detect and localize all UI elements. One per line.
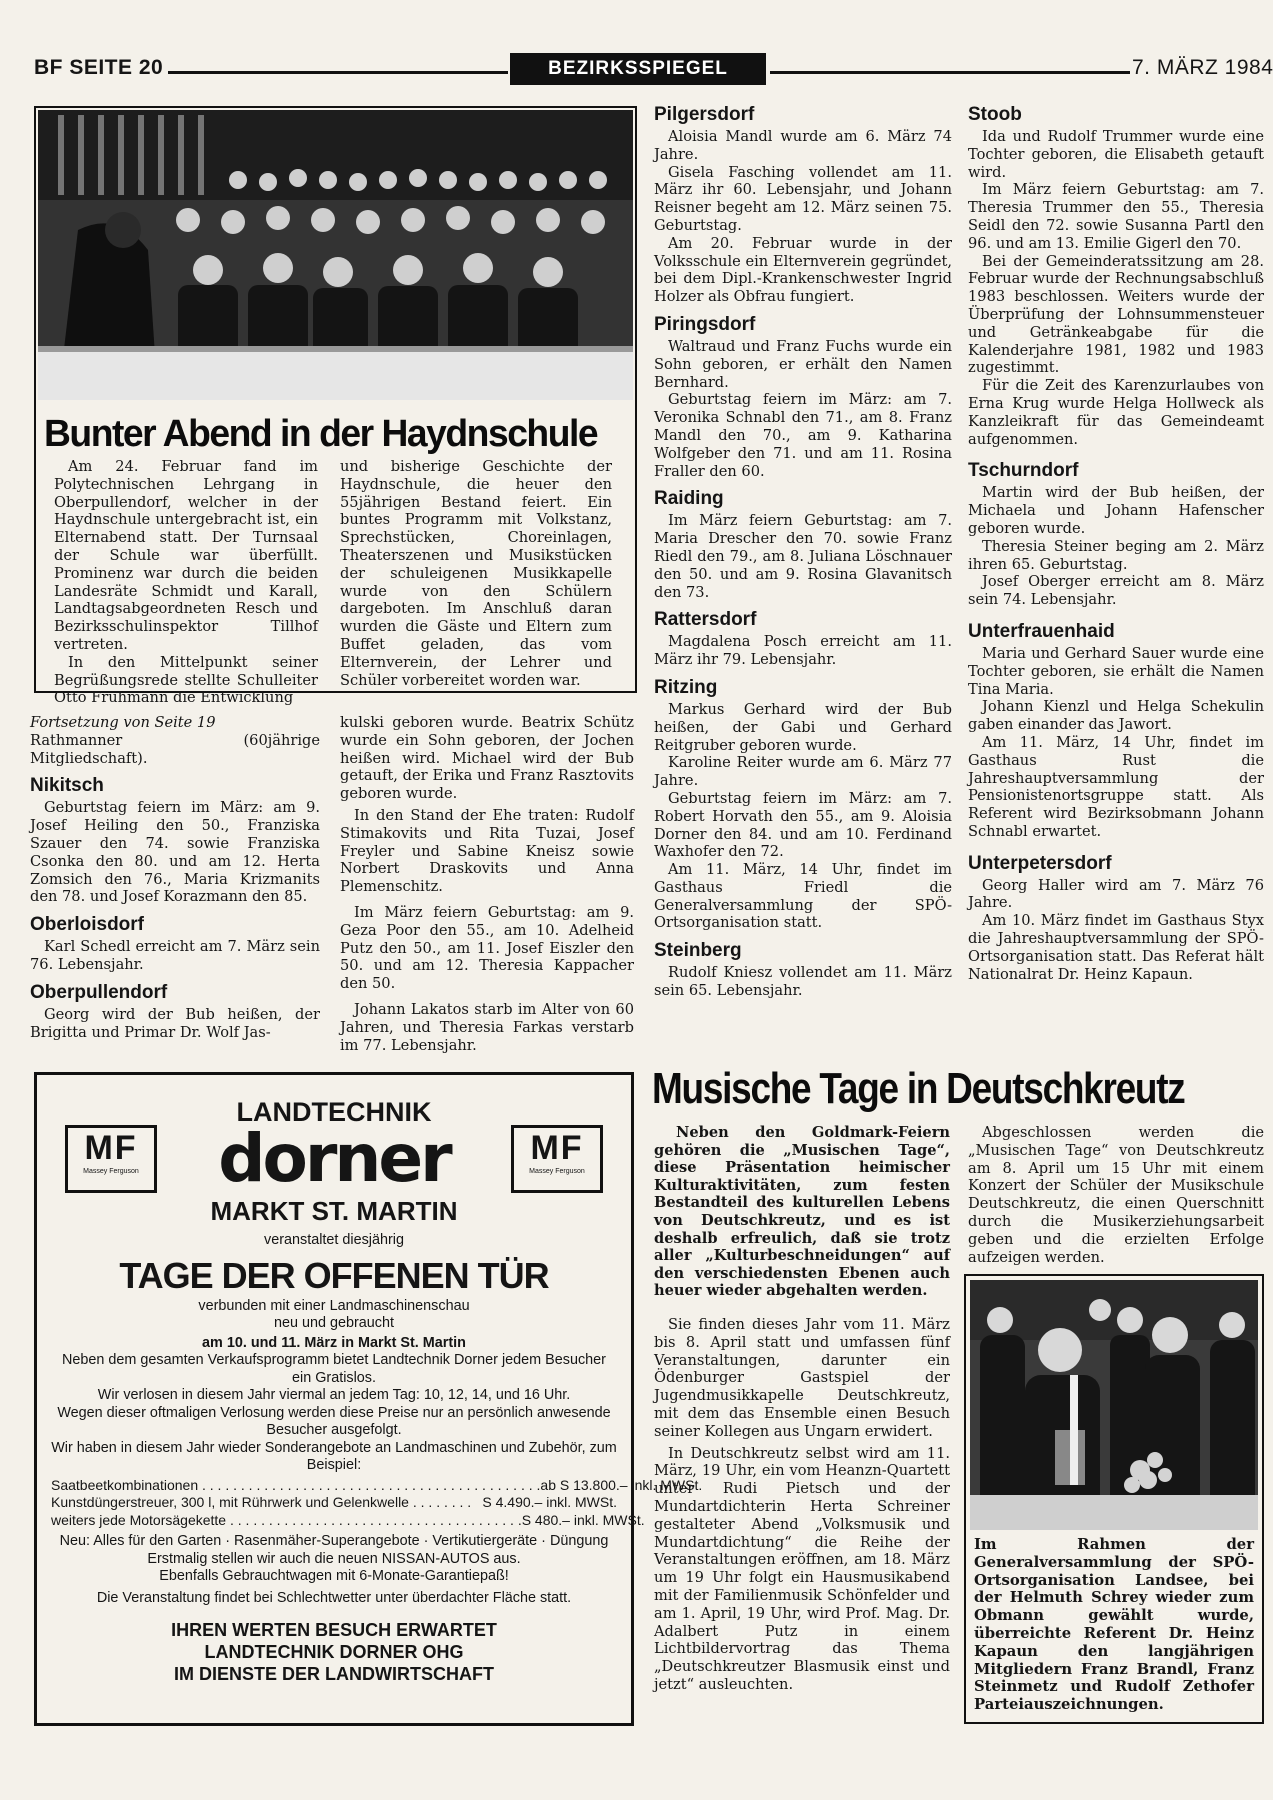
article-paragraph: Abgeschlossen werden die „Musischen Tage“ von Deutschkreutz am 8. April um 15 Uhr mit einem Konzert der Schüler der Musikschule Deutschkreutz, die einen Querschnitt durch die Musikerziehungsarbeit geben und die erzielten Erfolge aufzeigen werden.: [968, 1124, 1264, 1266]
musische-title: Musische Tage in Deutschkreutz: [652, 1064, 1185, 1113]
header-rule-right: [770, 71, 1130, 74]
town-heading: Piringsdorf: [654, 313, 756, 335]
town-heading: Pilgersdorf: [654, 104, 755, 125]
ad-company: LANDTECHNIK: [236, 1097, 432, 1127]
price-row: Kunstdüngerstreuer, 300 l, mit Rührwerk und Gelenkwelle . . . . . . . . S 4.490.– inkl. MWSt.: [51, 1494, 617, 1510]
news-text: Geburtstag feiern im März: am 9. Josef Heiling den 50., Franziska Szauer den 74. sowie Franziska Csonka den 80. und am 12. Herta Zomsich den 76., Maria Krizmanits den 78. und Josef Korazmann den 85.: [30, 799, 320, 906]
page-date: 7. MÄRZ 1984: [1132, 56, 1273, 79]
town-heading: Steinberg: [654, 940, 742, 962]
ad-text: Wir verlosen in diesem Jahr viermal an jedem Tag: 10, 12, 14, und 16 Uhr.: [97, 1387, 571, 1403]
feature-col-2: [340, 458, 612, 689]
audience-illustration: [38, 110, 633, 400]
news-text: In den Stand der Ehe traten: Rudolf Stimakovits und Rita Tuzai, Josef Freyler und Sabine Kneisz sowie Norbert Draskovits und Anna Plemenschitz.: [340, 806, 634, 896]
news-column-3: [654, 104, 952, 1000]
news-text: Rudolf Kniesz vollendet am 11. März sein 65. Lebensjahr.: [654, 964, 952, 1000]
article-paragraph: In Deutschkreutz selbst wird am 11. März, 19 Uhr, ein vom Heanzn-Quartett unter Rudi Pietsch und der Mundartdichterin Herta Schreiner gestalteter Abend „Volksmusik und Mundartdichtung“ die Reihe der Veranstaltungen eröffnen, am 18. März um 19 Uhr folgt ein Hausmusikabend mit der Familienmusik Schönfelder und am 1. April, 19 Uhr, wird Prof. Mag. Dr. Adalbert Putz in einem Lichtbildervortrag das Thema „Deutschkreutzer Blasmusik einst und jetzt“ ausleuchten.: [654, 1444, 950, 1693]
news-text: Ida und Rudolf Trummer wurde eine Tochter geboren, die Elisabeth getauft wird.: [968, 128, 1264, 181]
news-text: kulski geboren wurde. Beatrix Schütz wurde ein Sohn geboren, der Jochen heißen wird. Michael wird der Bub getauft, der Erika und Franz Rasztovits geboren wurde.: [340, 714, 634, 803]
price-row: weiters jede Motorsägekette . . . . . . . . . . . . . . . . . . . . . . . . . . . . . . . . . . . . . . S 480.– inkl. MWSt.: [51, 1511, 645, 1528]
ad-text: Neu: Alles für den Garten · Rasenmäher-Superangebote · Vertikutiergeräte · Düngung: [59, 1533, 609, 1549]
news-text: Für die Zeit des Karenzurlaubes von Erna Krug wurde Helga Hollweck als Kanzleikraft für das Gemeindeamt aufgenommen.: [968, 377, 1264, 448]
ad-price-list: [51, 1476, 703, 1530]
ad-place: MARKT ST. MARTIN: [210, 1196, 458, 1226]
award-ceremony-photo: [970, 1280, 1258, 1530]
ad-brand-logo: dorner: [218, 1120, 450, 1197]
ceremony-illustration: [970, 1280, 1258, 1530]
musische-body: [654, 1316, 950, 1694]
news-text: Am 11. März, 14 Uhr, findet im Gasthaus Rust die Jahreshauptversammlung der Pensionistenortsgruppe statt. Als Referent wird Bezirksobmann Johann Schnabl erwartet.: [968, 733, 1264, 840]
feature-paragraph: In den Mittelpunkt seiner Begrüßungsrede stellte Schulleiter Otto Fruhmann die Entwicklung: [54, 653, 318, 707]
ad-closing: [37, 1619, 631, 1685]
feature-box: [34, 106, 637, 707]
ad-text: veranstaltet diesjährig: [264, 1232, 404, 1248]
town-heading: Unterfrauenhaid: [968, 620, 1115, 642]
ad-dates: am 10. und 11. März in Markt St. Martin: [202, 1334, 466, 1351]
caption-text: Im Rahmen der Generalversammlung der SPÖ-Ortsorganisation Landsee, bei der Helmuth Schrey wieder zum Obmann gewählt wurde, überreichte Referent Dr. Heinz Kapaun den langjährigen Mitgliedern Franz Brandl, Franz Steinmetz und Rudolf Zethofer Parteiauszeichnungen.: [974, 1536, 1254, 1714]
ad-text: Erstmalig stellen wir auch die neuen NISSAN-AUTOS aus.: [147, 1550, 521, 1567]
page-label: BF SEITE 20: [34, 56, 164, 79]
news-text: Georg Haller wird am 7. März 76 Jahre.: [968, 876, 1264, 912]
town-heading: Stoob: [968, 104, 1022, 125]
musische-right: [968, 1124, 1264, 1266]
feature-paragraph: Am 24. Februar fand im Polytechnischen Lehrgang in Oberpullendorf, welcher in der Haydnschule untergebracht ist, ein Elternabend statt. Der Turnsaal der Schule war überfüllt. Prominenz war durch die beiden Landesräte Schmidt und Karall, Landtagsabgeordneten Resch und Bezirksschulinspektor Tillhof vertreten.: [54, 458, 318, 653]
news-text: Am 10. März findet im Gasthaus Styx die Jahreshauptversammlung der SPÖ-Ortsorganisation statt. Das Referat hält Nationalrat Dr. Heinz Kapaun.: [968, 912, 1264, 983]
feature-paragraph: und bisherige Geschichte der Haydnschule, die heuer den 55jährigen Bestand feiert. Ein buntes Programm mit Volkstanz, Sprechstücken, Choreinlagen, Theaterszenen und Musikstücken der schuleigenen Musikkapelle wurde von den Schülern dargeboten. Im Anschluß daran wurden die Gäste und Eltern zum Buffet geladen, das vom Elternverein, der Lehrer und Schüler vorbereitet worden war.: [340, 458, 612, 689]
news-text: Im März feiern Geburtstag: am 7. Maria Drescher den 70. sowie Franz Riedl den 79., am 8. Juliana Löschnauer den 50. und am 9. Rosina Glavanitsch den 73.: [654, 512, 952, 601]
news-text: Maria und Gerhard Sauer wurde eine Tochter geboren, sie erhält die Namen Tina Maria.: [968, 644, 1264, 698]
left-news-column: [30, 714, 320, 1041]
news-text: Johann Kienzl und Helga Schekulin gaben einander das Jawort.: [968, 698, 1264, 734]
section-badge: [510, 53, 766, 85]
ad-text: Neben dem gesamten Verkaufsprogramm bietet Landtechnik Dorner jedem Besucher ein Gratislos.: [62, 1352, 606, 1386]
news-text: Am 11. März, 14 Uhr, findet im Gasthaus Friedl die Generalversammlung der SPÖ-Ortsorganisation statt.: [654, 861, 952, 932]
header-rule-left: [168, 71, 508, 74]
town-heading: Oberpullendorf: [30, 981, 168, 1003]
ad-text: Wir haben in diesem Jahr wieder Sonderangebote an Landmaschinen und Zubehör, zum Beispiel:: [51, 1439, 617, 1473]
news-text: Josef Oberger erreicht am 8. März sein 74. Lebensjahr.: [968, 573, 1264, 609]
article-paragraph: Sie finden dieses Jahr vom 11. März bis 8. April statt und umfassen fünf Veranstaltungen, darunter ein Ödenburger Gastspiel der Jugendmusikkapelle Deutschkreutz, mit dem das Ensemble einen Besuch seiner Kollegen aus Ungarn erwidert.: [654, 1316, 950, 1440]
ad-event-title: TAGE DER OFFENEN TÜR: [119, 1254, 549, 1296]
news-text: Geburtstag feiern im März: am 7. Robert Horvath den 55., am 9. Aloisia Dorner den 84. und am 10. Ferdinand Waxhofer den 72.: [654, 789, 952, 861]
town-heading: Ritzing: [654, 676, 718, 698]
ad-closing-line: LANDTECHNIK DORNER OHG: [204, 1642, 464, 1662]
town-heading: Rattersdorf: [654, 609, 757, 631]
news-text: Waltraud und Franz Fuchs wurde ein Sohn geboren, er erhält den Namen Bernhard.: [654, 337, 952, 391]
ad-text: verbunden mit einer Landmaschinenschau: [198, 1297, 470, 1314]
landsee-photo-box: [964, 1274, 1264, 1724]
photo-caption: [974, 1536, 1254, 1714]
ad-text: Wegen dieser oftmaligen Verlosung werden diese Preise nur an persönlich anwesende Besucher ausgefolgt.: [57, 1404, 611, 1438]
news-text: Martin wird der Bub heißen, der Michaela und Johann Hafenscher geboren wurde.: [968, 484, 1264, 537]
town-heading: Unterpetersdorf: [968, 852, 1112, 874]
mf-logo-left: MF Massey Ferguson: [65, 1125, 157, 1193]
news-text: Karoline Reiter wurde am 6. März 77 Jahre.: [654, 754, 952, 790]
ad-closing-line: IHREN WERTEN BESUCH ERWARTET: [171, 1620, 497, 1640]
news-text: Rathmanner (60jährige Mitgliedschaft).: [30, 731, 320, 767]
news-text: Theresia Steiner beging am 2. März ihren 65. Geburtstag.: [968, 537, 1264, 573]
mf-logo-right: MF Massey Ferguson: [511, 1125, 603, 1193]
news-text: Markus Gerhard wird der Bub heißen, der Gabi und Gerhard Reitgruber geboren wurde.: [654, 700, 952, 754]
news-text: Im März feiern Geburtstag: am 7. Theresia Trummer den 55., Theresia Seidl den 72. sowie Susanna Partl den 96. und am 13. Emilie Gigerl den 70.: [968, 181, 1264, 252]
ad-closing-line: IM DIENSTE DER LANDWIRTSCHAFT: [174, 1664, 494, 1684]
section-title: BEZIRKSSPIEGEL: [548, 58, 728, 79]
town-heading: Nikitsch: [30, 775, 104, 797]
news-text: Am 20. Februar wurde in der Volksschule ein Elternverein gegründet, bei dem Dipl.-Krankenschwester Ingrid Holzer als Obfrau fungiert.: [654, 234, 952, 306]
news-text: Gisela Fasching vollendet am 11. März ihr 60. Lebensjahr, und Johann Reisner begeht am 12. März seinen 75. Geburtstag.: [654, 163, 952, 234]
feature-col-1: [54, 458, 318, 707]
news-text: Bei der Gemeinderatssitzung am 28. Februar wurde der Rechnungsabschluß 1983 beschlossen. Weiters wurde der Überprüfung der Lohnsummensteuer und Getränkeabgabe für die Kalenderjahre 1981, 1982 und 1983 zugestimmt.: [968, 252, 1264, 377]
concert-audience-photo: [38, 110, 633, 400]
town-heading: Raiding: [654, 488, 724, 510]
news-text: Geburtstag feiern im März: am 7. Veronika Schnabl den 71., am 8. Franz Mandl den 70., am 9. Katharina Wolfgeber den 71. und am 11. Rosina Fraller den 60.: [654, 391, 952, 480]
continued-note: Fortsetzung von Seite 19: [30, 714, 216, 731]
town-heading: Tschurndorf: [968, 460, 1079, 482]
dorner-advertisement: [34, 1072, 703, 1726]
musische-lead: [654, 1124, 950, 1300]
news-column-4: [968, 104, 1264, 983]
ad-text: Die Veranstaltung findet bei Schlechtwetter unter überdachter Fläche statt.: [96, 1589, 572, 1606]
lead-paragraph: Neben den Goldmark-Feiern gehören die „Musischen Tage“, diese Präsentation heimischer Kulturaktivitäten, zum festen Bestandteil des kulturellen Lebens von Deutschkreutz, und es ist deshalb erfreulich, daß sie trotz aller „Kulturbeschneidungen“ auf den verschiedensten Ebenen auch heuer wieder abgehalten werden.: [654, 1124, 950, 1300]
news-text: Karl Schedl erreicht am 7. März sein 76. Lebensjahr.: [30, 938, 320, 973]
news-text: Johann Lakatos starb im Alter von 60 Jahren, und Theresia Farkas verstarb im 77. Lebensjahr.: [340, 1000, 634, 1054]
price-row: Saatbeetkombinationen . . . . . . . . . . . . . . . . . . . . . . . . . . . . . . . . . . . . . . . . . . . . ab S 13.800.– inkl. MWSt.: [51, 1476, 703, 1493]
feature-title: Bunter Abend in der Haydnschule: [44, 413, 598, 455]
news-text: Im März feiern Geburtstag: am 9. Geza Poor den 55., am 10. Adelheid Putz den 50., am 11. Josef Eiszler den 50. und am 12. Theresia Kappacher den 50.: [340, 903, 634, 993]
news-text: Aloisia Mandl wurde am 6. März 74 Jahre.: [654, 128, 952, 163]
town-heading: Oberloisdorf: [30, 914, 145, 936]
ad-text: neu und gebraucht: [273, 1315, 395, 1331]
middle-news-column: [340, 714, 634, 1054]
news-text: Georg wird der Bub heißen, der Brigitta und Primar Dr. Wolf Jas-: [30, 1005, 320, 1041]
ad-text: Ebenfalls Gebrauchtwagen mit 6-Monate-Garantiepaß!: [159, 1568, 509, 1584]
news-text: Magdalena Posch erreicht am 11. März ihr 79. Lebensjahr.: [654, 633, 952, 669]
